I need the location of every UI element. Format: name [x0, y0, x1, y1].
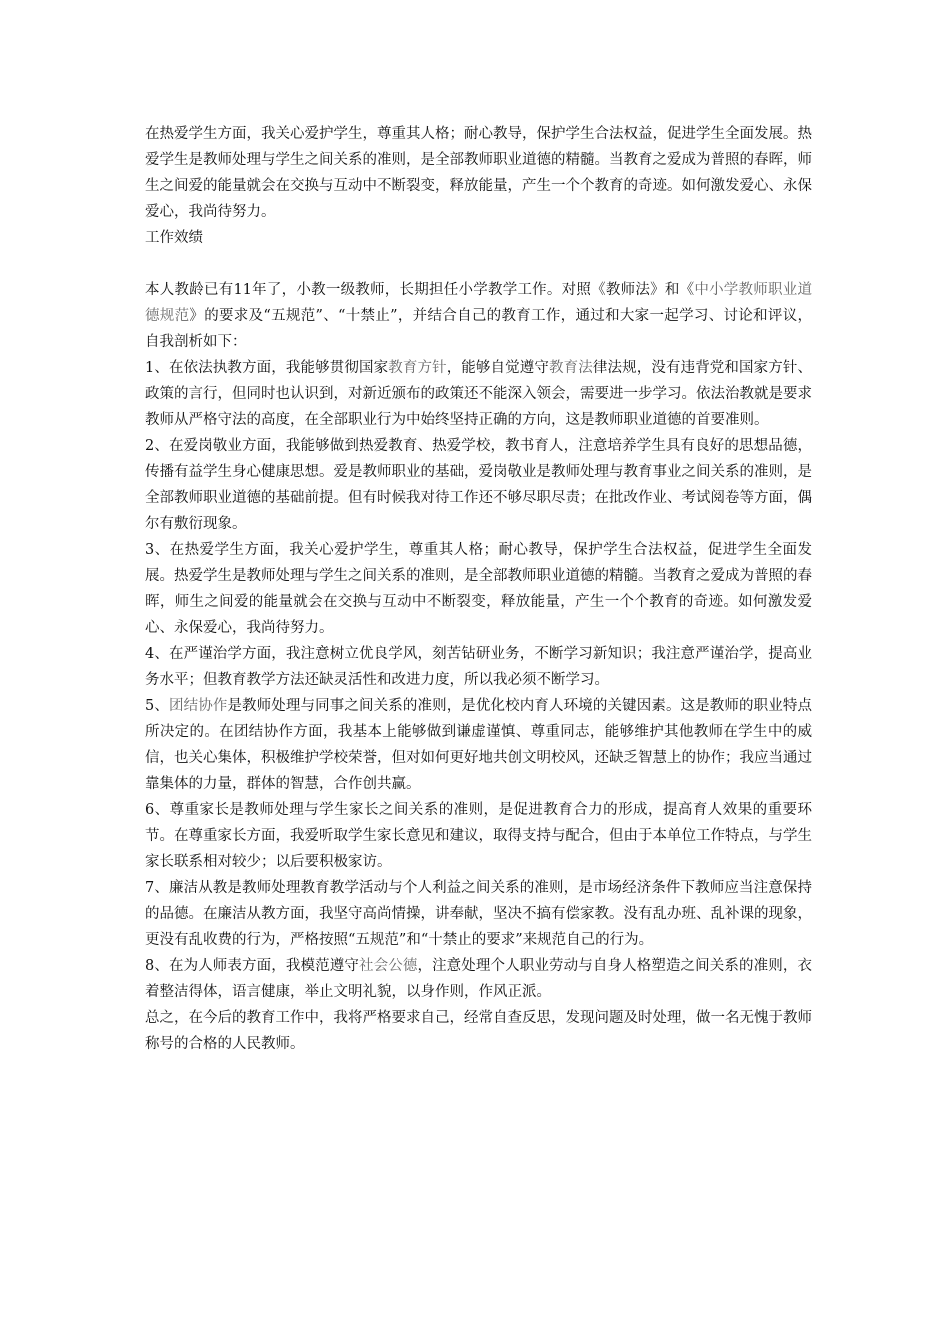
point-1-text-c: 律法规，没有违背党和国家方针、政策的言行，但同时也认识到，对新近颁布的政策还不能深入领会，需要进一步学习。依法治教就是要求教师从严格守法的高度，在全部职业行为中始终坚持正确的方向，这是教师职业道德的首要准则。 [145, 360, 813, 428]
point-8-paragraph [145, 953, 812, 1005]
code-of-ethics-link[interactable]: 中小学教师职业道德规范 [145, 282, 813, 324]
point-8-text-a: 8、在为人师表方面，我模范遵守 [145, 958, 359, 974]
document-page [145, 121, 812, 1057]
point-4-paragraph: 4、在严谨治学方面，我注意树立优良学风，刻苦钻研业务，不断学习新知识；我注意严谨治学，提高业务水平；但教育教学方法还缺灵活性和改进力度，所以我必须不断学习。 [145, 646, 812, 688]
point-8-text-b: ，注意处理个人职业劳动与自身人格塑造之间关系的准则，衣着整洁得体，语言健康，举止文明礼貌，以身作则，作风正派。 [145, 958, 812, 1000]
intro-paragraph: 在热爱学生方面，我关心爱护学生，尊重其人格；耐心教导，保护学生合法权益，促进学生全面发展。热爱学生是教师处理与学生之间关系的准则，是全部教师职业道德的精髓。当教育之爱成为普照的春晖，师生之间爱的能量就会在交换与互动中不断裂变，释放能量，产生一个个教育的奇迹。如何激发爱心、永保爱心，我尚待努力。 [145, 126, 812, 220]
point-5-paragraph [145, 693, 812, 797]
social-morality-link[interactable]: 社会公德 [358, 958, 418, 974]
opening-text-b: 》的要求及“五规范”、“十禁止”，并结合自己的教育工作，通过和大家一起学习、讨论和评议，自我剖析如下： [145, 308, 812, 350]
education-policy-link[interactable]: 教育方针 [388, 360, 447, 376]
point-1-text-b: ，能够自觉遵守 [446, 360, 550, 376]
opening-paragraph [145, 277, 812, 355]
education-law-link[interactable]: 教育法 [549, 360, 593, 376]
point-5-text-b: 是教师处理与同事之间关系的准则，是优化校内育人环境的关键因素。这是教师的职业特点所决定的。在团结协作方面，我基本上能够做到谦虚谨慎、尊重同志，能够维护其他教师在学生中的威信，也关心集体，积极维护学校荣誉，但对如何更好地共创文明校风，还缺乏智慧上的协作；我应当通过靠集体的力量，群体的智慧，合作创共赢。 [145, 698, 812, 792]
point-2-paragraph: 2、在爱岗敬业方面，我能够做到热爱教育、热爱学校，教书育人，注意培养学生具有良好的思想品德，传播有益学生身心健康思想。爱是教师职业的基础，爱岗敬业是教师处理与教育事业之间关系的准则，是全部教师职业道德的基础前提。但有时候我对待工作还不够尽职尽责；在批改作业、考试阅卷等方面，偶尔有敷衍现象。 [145, 438, 812, 532]
point-7-paragraph: 7、廉洁从教是教师处理教育教学活动与个人利益之间关系的准则，是市场经济条件下教师应当注意保持的品德。在廉洁从教方面，我坚守高尚情操，讲奉献，坚决不搞有偿家教。没有乱办班、乱补课的现象，更没有乱收费的行为，严格按照“五规范”和“十禁止的要求”来规范自己的行为。 [145, 880, 812, 948]
point-1-paragraph [145, 355, 812, 433]
point-6-paragraph: 6、尊重家长是教师处理与学生家长之间关系的准则，是促进教育合力的形成，提高育人效果的重要环节。在尊重家长方面，我爱听取学生家长意见和建议，取得支持与配合，但由于本单位工作特点，与学生家长联系相对较少；以后要积极家访。 [145, 802, 812, 870]
point-1-text-a: 1、在依法执教方面，我能够贯彻国家 [145, 360, 389, 376]
conclusion-paragraph: 总之，在今后的教育工作中，我将严格要求自己，经常自查反思，发现问题及时处理，做一名无愧于教师称号的合格的人民教师。 [145, 1010, 812, 1052]
point-3-paragraph: 3、在热爱学生方面，我关心爱护学生，尊重其人格；耐心教导，保护学生合法权益，促进学生全面发展。热爱学生是教师处理与学生之间关系的准则，是全部教师职业道德的精髓。当教育之爱成为普照的春晖，师生之间爱的能量就会在交换与互动中不断裂变，释放能量，产生一个个教育的奇迹。如何激发爱心、永保爱心，我尚待努力。 [145, 542, 812, 636]
point-5-text-a: 5、 [145, 698, 169, 714]
section-heading: 工作效绩 [145, 230, 203, 246]
blank-line [145, 251, 812, 277]
opening-text-a: 本人教龄已有11年了，小教一级教师，长期担任小学教学工作。对照《教师法》和《 [145, 282, 695, 298]
teamwork-link[interactable]: 团结协作 [168, 698, 228, 714]
